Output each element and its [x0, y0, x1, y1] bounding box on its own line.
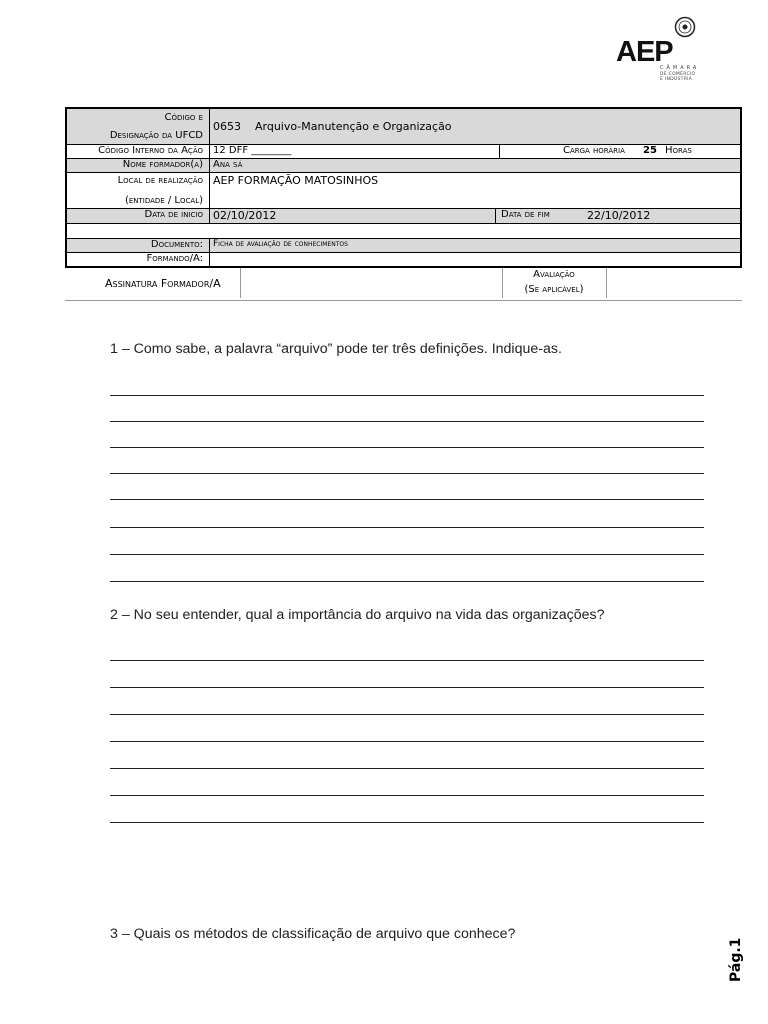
formador-value: Ana sá: [213, 159, 243, 170]
question-1: 1 – Como sabe, a palavra “arquivo” pode ter três definições. Indique-as.: [110, 341, 562, 357]
data-inicio-label: Data de inicio: [144, 209, 203, 220]
row-codigo-interno: [67, 145, 740, 159]
answer-line[interactable]: [110, 554, 704, 555]
answer-line[interactable]: [110, 687, 704, 688]
carga-unit: Horas: [665, 145, 692, 156]
row-codigo: [67, 109, 740, 145]
data-inicio-value: 02/10/2012: [213, 209, 277, 222]
codigo-interno-label: Código Interno da Ação: [98, 145, 203, 156]
avaliacao-label-2: (Se aplicável): [524, 284, 584, 295]
row-datas: [67, 209, 740, 224]
row-empty: [67, 224, 740, 239]
answer-line[interactable]: [110, 421, 704, 422]
row-documento: [67, 239, 740, 253]
question-2: 2 – No seu entender, qual a importância do arquivo na vida das organizações?: [110, 607, 605, 623]
logo-subtitle: CÂMARA DE COMÉRCIO E INDÚSTRIA: [660, 65, 700, 82]
answer-line[interactable]: [110, 499, 704, 500]
data-fim-label: Data de fim: [501, 209, 550, 220]
answer-line[interactable]: [110, 822, 704, 823]
header-table: [65, 107, 742, 268]
assinatura-label: Assinatura Formador/A: [105, 277, 221, 290]
codigo-label-2: Designação da UFCD: [109, 130, 203, 141]
codigo-value: 0653 Arquivo-Manutenção e Organização: [213, 120, 452, 133]
answer-line[interactable]: [110, 795, 704, 796]
row-formador: [67, 159, 740, 173]
seal-icon: [674, 16, 696, 38]
local-value: AEP FORMAÇÃO MATOSINHOS: [213, 174, 379, 187]
answer-line[interactable]: [110, 741, 704, 742]
answer-line[interactable]: [110, 714, 704, 715]
carga-value: 25: [643, 145, 657, 156]
carga-label: Carga horária: [563, 145, 625, 156]
avaliacao-label-1: Avaliação: [533, 269, 575, 280]
question-3: 3 – Quais os métodos de classificação de arquivo que conhece?: [110, 926, 516, 942]
row-local: [67, 173, 740, 209]
answer-line[interactable]: [110, 660, 704, 661]
answer-line[interactable]: [110, 527, 704, 528]
aep-logo: [614, 16, 714, 84]
logo-text: AEP: [616, 36, 673, 68]
signature-row: [65, 268, 742, 301]
answer-line[interactable]: [110, 395, 704, 396]
answer-line[interactable]: [110, 768, 704, 769]
data-fim-value: 22/10/2012: [587, 209, 651, 222]
documento-label: Documento:: [150, 239, 203, 250]
codigo-label-1: Código e: [164, 112, 203, 123]
formador-label: Nome formador(a): [122, 159, 203, 170]
documento-value: Ficha de avaliação de conhecimentos: [213, 239, 348, 249]
local-label-1: Local de realização: [117, 175, 203, 186]
row-formando: [67, 253, 740, 266]
page-number: Pág.1: [728, 937, 744, 982]
codigo-interno-value: 12 DFF ________: [213, 145, 292, 156]
local-label-2: (entidade / Local): [124, 195, 203, 206]
formando-label: Formando/A:: [146, 253, 203, 264]
answer-line[interactable]: [110, 581, 704, 582]
answer-line[interactable]: [110, 447, 704, 448]
answer-line[interactable]: [110, 473, 704, 474]
